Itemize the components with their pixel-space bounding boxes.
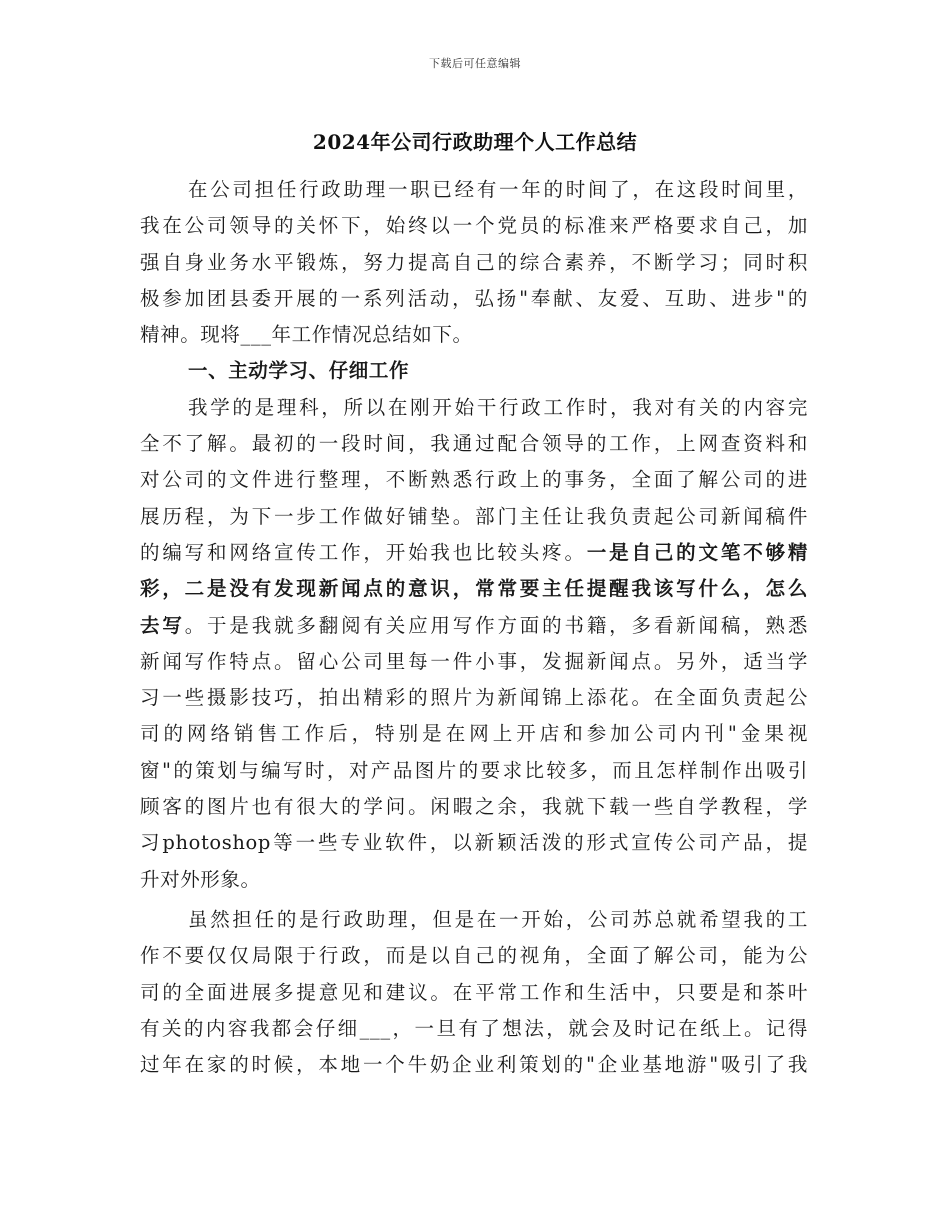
- text-line: 司的全面进展多提意见和建议。在平常工作和生活中，只要是和茶叶: [140, 980, 808, 1004]
- text-line: 新闻写作特点。留心公司里每一件小事，发掘新闻点。另外，适当学: [140, 649, 808, 673]
- bold-text-segment: 去写: [140, 613, 185, 637]
- paragraph-perspective: [140, 902, 808, 1083]
- bold-text-segment: 一是自己的文笔不够精: [586, 540, 808, 564]
- text-line: 极参加团县委开展的一系列活动，弘扬"奉献、友爱、互助、进步"的: [140, 286, 808, 310]
- text-line: 精神。现将___年工作情况总结如下。: [140, 323, 473, 347]
- text-line: 强自身业务水平锻炼，努力提高自己的综合素养，不断学习；同时积: [140, 250, 808, 274]
- text-line: 顾客的图片也有很大的学问。闲暇之余，我就下载一些自学教程，学: [140, 795, 808, 819]
- text-line: 在公司担任行政助理一职已经有一年的时间了，在这段时间里，: [188, 178, 808, 201]
- text-line: 我学的是理科，所以在刚开始干行政工作时，我对有关的内容完: [188, 395, 808, 419]
- text-segment: 的编写和网络宣传工作，开始我也比较头疼。: [140, 540, 587, 564]
- text-line: 对公司的文件进行整理，不断熟悉行政上的事务，全面了解公司的进: [140, 468, 808, 492]
- document-body: [140, 172, 808, 1083]
- text-line: 过年在家的时候，本地一个牛奶企业利策划的"企业基地游"吸引了我: [140, 1053, 808, 1077]
- paragraph-intro: [140, 172, 808, 353]
- text-line: 窗"的策划与编写时，对产品图片的要求比较多，而且怎样制作出吸引: [140, 758, 808, 782]
- bold-text-line: 彩，二是没有发现新闻点的意识，常常要主任提醒我该写什么，怎么: [140, 577, 808, 601]
- text-line: 习photoshop等一些专业软件，以新颖活泼的形式宣传公司产品，提: [140, 831, 808, 855]
- text-line: 全不了解。最初的一段时间，我通过配合领导的工作，上网查资料和: [140, 432, 808, 456]
- document-title: 2024年公司行政助理个人工作总结: [312, 130, 638, 154]
- text-line: 习一些摄影技巧，拍出精彩的照片为新闻锦上添花。在全面负责起公: [140, 686, 808, 710]
- text-line: [140, 535, 808, 571]
- text-line: 我在公司领导的关怀下，始终以一个党员的标准来严格要求自己，加: [140, 214, 808, 238]
- text-line: 展历程，为下一步工作做好铺垫。部门主任让我负责起公司新闻稿件: [140, 504, 808, 528]
- text-line: 作不要仅仅局限于行政，而是以自己的视角，全面了解公司，能为公: [140, 944, 808, 968]
- section-heading: 一、主动学习、仔细工作: [188, 359, 410, 383]
- text-line: [140, 608, 808, 644]
- text-line: 虽然担任的是行政助理，但是在一开始，公司苏总就希望我的工: [188, 907, 808, 931]
- paragraph-learning: [140, 390, 808, 898]
- text-line: 有关的内容我都会仔细___，一旦有了想法，就会及时记在纸上。记得: [140, 1016, 808, 1040]
- text-segment: 。于是我就多翻阅有关应用写作方面的书籍，多看新闻稿，熟悉: [184, 613, 808, 637]
- text-line: 司的网络销售工作后，特别是在网上开店和参加公司内刊"金果视: [140, 722, 808, 746]
- text-line: 升对外形象。: [140, 867, 261, 891]
- page-header: 下载后可任意编辑: [429, 57, 521, 70]
